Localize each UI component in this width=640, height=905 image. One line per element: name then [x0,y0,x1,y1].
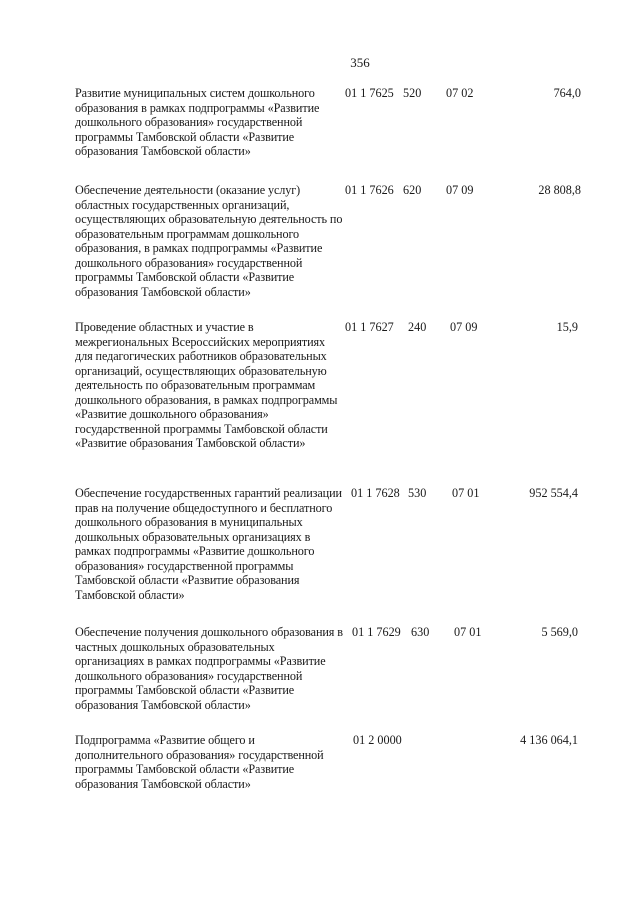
row-amount: 15,9 [556,320,578,334]
row-section: 07 01 [452,486,480,500]
row-description: Проведение областных и участие в межрегиональных Всероссийских мероприятиях для педагогических работников образовательных организаций, осуществляющих образовательную деятельность по образовательным программам дошкольного образования, в рамках подпрограммы «Развитие дошкольного образования» государственной программы Тамбовской области «Развитие образования Тамбовской области» [75,320,338,450]
row-code: 01 1 7625 [345,86,394,100]
row-section: 07 09 [450,320,478,334]
row-description: Подпрограмма «Развитие общего и дополнительного образования» государственной программы Тамбовской области «Развитие образования Тамбовской области» [75,733,324,791]
row-description: Обеспечение деятельности (оказание услуг) областных государственных организаций, осуществляющих образовательную деятельность по образовательным программам дошкольного образования, в рамках подпрограммы «Развитие дошкольного образования» государственной программы Тамбовской области «Развитие образования Тамбовской области» [75,183,343,299]
row-code: 01 1 7626 [345,183,394,197]
row-description: Обеспечение государственных гарантий реализации прав на получение общедоступного и бесплатного дошкольного образования в муниципальных дошкольных образовательных организациях в рамках подпрограммы «Развитие дошкольного образования» государственной программы Тамбовской области «Развитие образования Тамбовской области» [75,486,342,602]
row-section: 07 01 [454,625,482,639]
row-code: 01 1 7629 [352,625,401,639]
row-section: 07 02 [446,86,474,100]
row-expense-type: 520 [403,86,422,100]
row-expense-type: 630 [411,625,430,639]
row-amount: 28 808,8 [538,183,581,197]
row-expense-type: 620 [403,183,422,197]
row-code: 01 2 0000 [353,733,402,747]
row-code: 01 1 7628 [351,486,400,500]
row-description: Развитие муниципальных систем дошкольного образования в рамках подпрограммы «Развитие дошкольного образования» государственной программы Тамбовской области «Развитие образования Тамбовской области» [75,86,320,158]
row-amount: 4 136 064,1 [520,733,578,747]
row-expense-type: 240 [408,320,427,334]
row-code: 01 1 7627 [345,320,394,334]
row-amount: 5 569,0 [541,625,578,639]
row-description: Обеспечение получения дошкольного образования в частных дошкольных образовательных организациях в рамках подпрограммы «Развитие дошкольного образования» государственной программы Тамбовской области «Развитие образования Тамбовской области» [75,625,343,712]
page-number: 356 [350,55,370,70]
row-expense-type: 530 [408,486,427,500]
row-amount: 764,0 [553,86,581,100]
row-section: 07 09 [446,183,474,197]
row-amount: 952 554,4 [529,486,578,500]
